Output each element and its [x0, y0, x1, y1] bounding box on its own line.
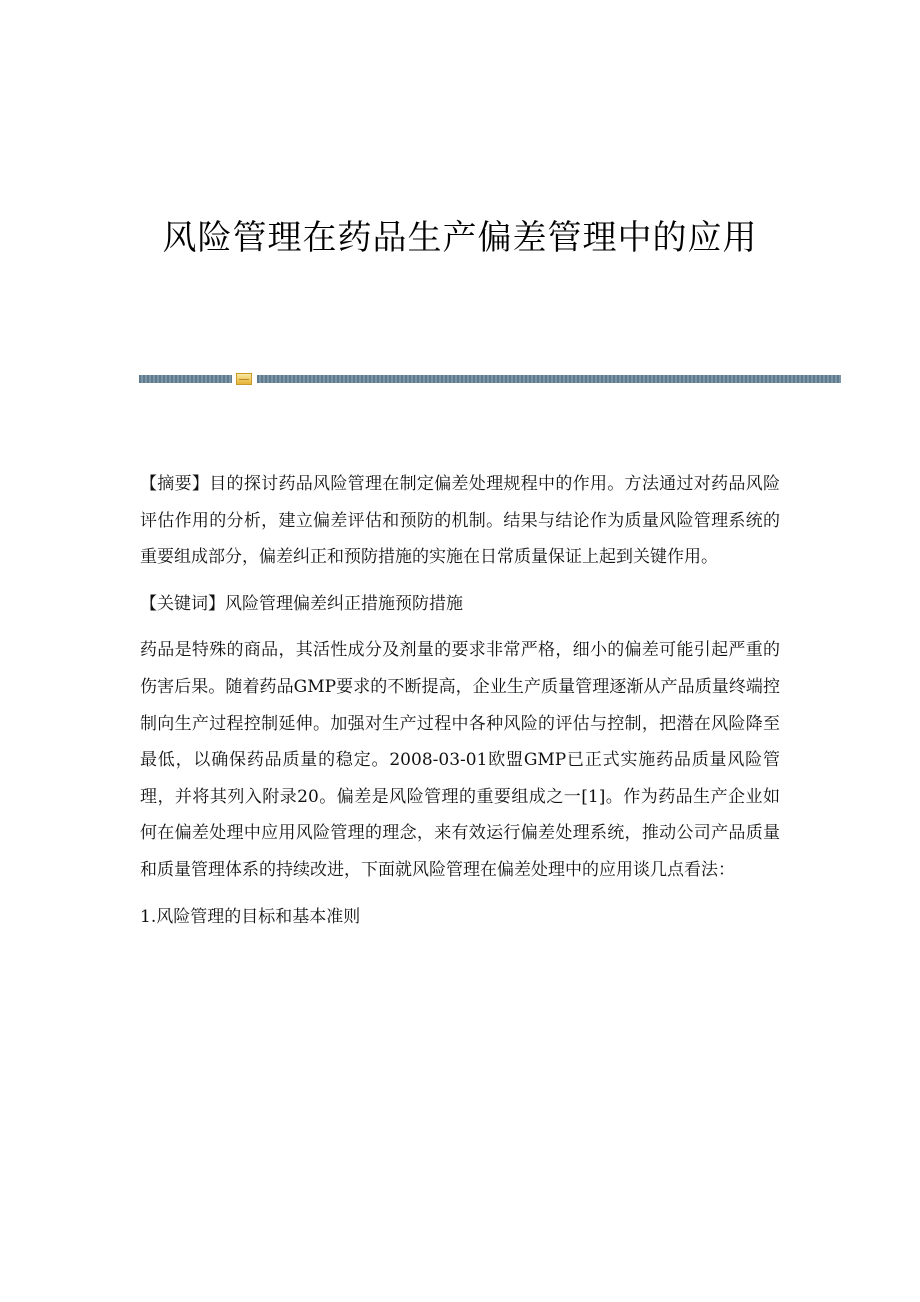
divider-bar-right	[257, 375, 841, 383]
divider-bar-left	[139, 375, 232, 383]
title-divider	[139, 375, 841, 384]
envelope-icon	[236, 373, 252, 385]
document-body	[140, 466, 780, 945]
document-title: 风险管理在药品生产偏差管理中的应用	[162, 218, 758, 258]
abstract-paragraph: 【摘要】目的探讨药品风险管理在制定偏差处理规程中的作用。方法通过对药品风险评估作用的分析，建立偏差评估和预防的机制。结果与结论作为质量风险管理系统的重要组成部分，偏差纠正和预防措施的实施在日常质量保证上起到关键作用。	[140, 474, 780, 568]
body-paragraph: 药品是特殊的商品，其活性成分及剂量的要求非常严格，细小的偏差可能引起严重的伤害后果。随着药品GMP要求的不断提高，企业生产质量管理逐渐从产品质量终端控制向生产过程控制延伸。加强对生产过程中各种风险的评估与控制，把潜在风险降至最低，以确保药品质量的稳定。2008-03-01欧盟GMP已正式实施药品质量风险管理，并将其列入附录20。偏差是风险管理的重要组成之一[1]。作为药品生产企业如何在偏差处理中应用风险管理的理念，来有效运行偏差处理系统，推动公司产品质量和质量管理体系的持续改进，下面就风险管理在偏差处理中的应用谈几点看法：	[140, 640, 780, 880]
section-heading: 1.风险管理的目标和基本准则	[140, 906, 361, 927]
keywords-paragraph: 【关键词】风险管理偏差纠正措施预防措施	[140, 593, 463, 614]
